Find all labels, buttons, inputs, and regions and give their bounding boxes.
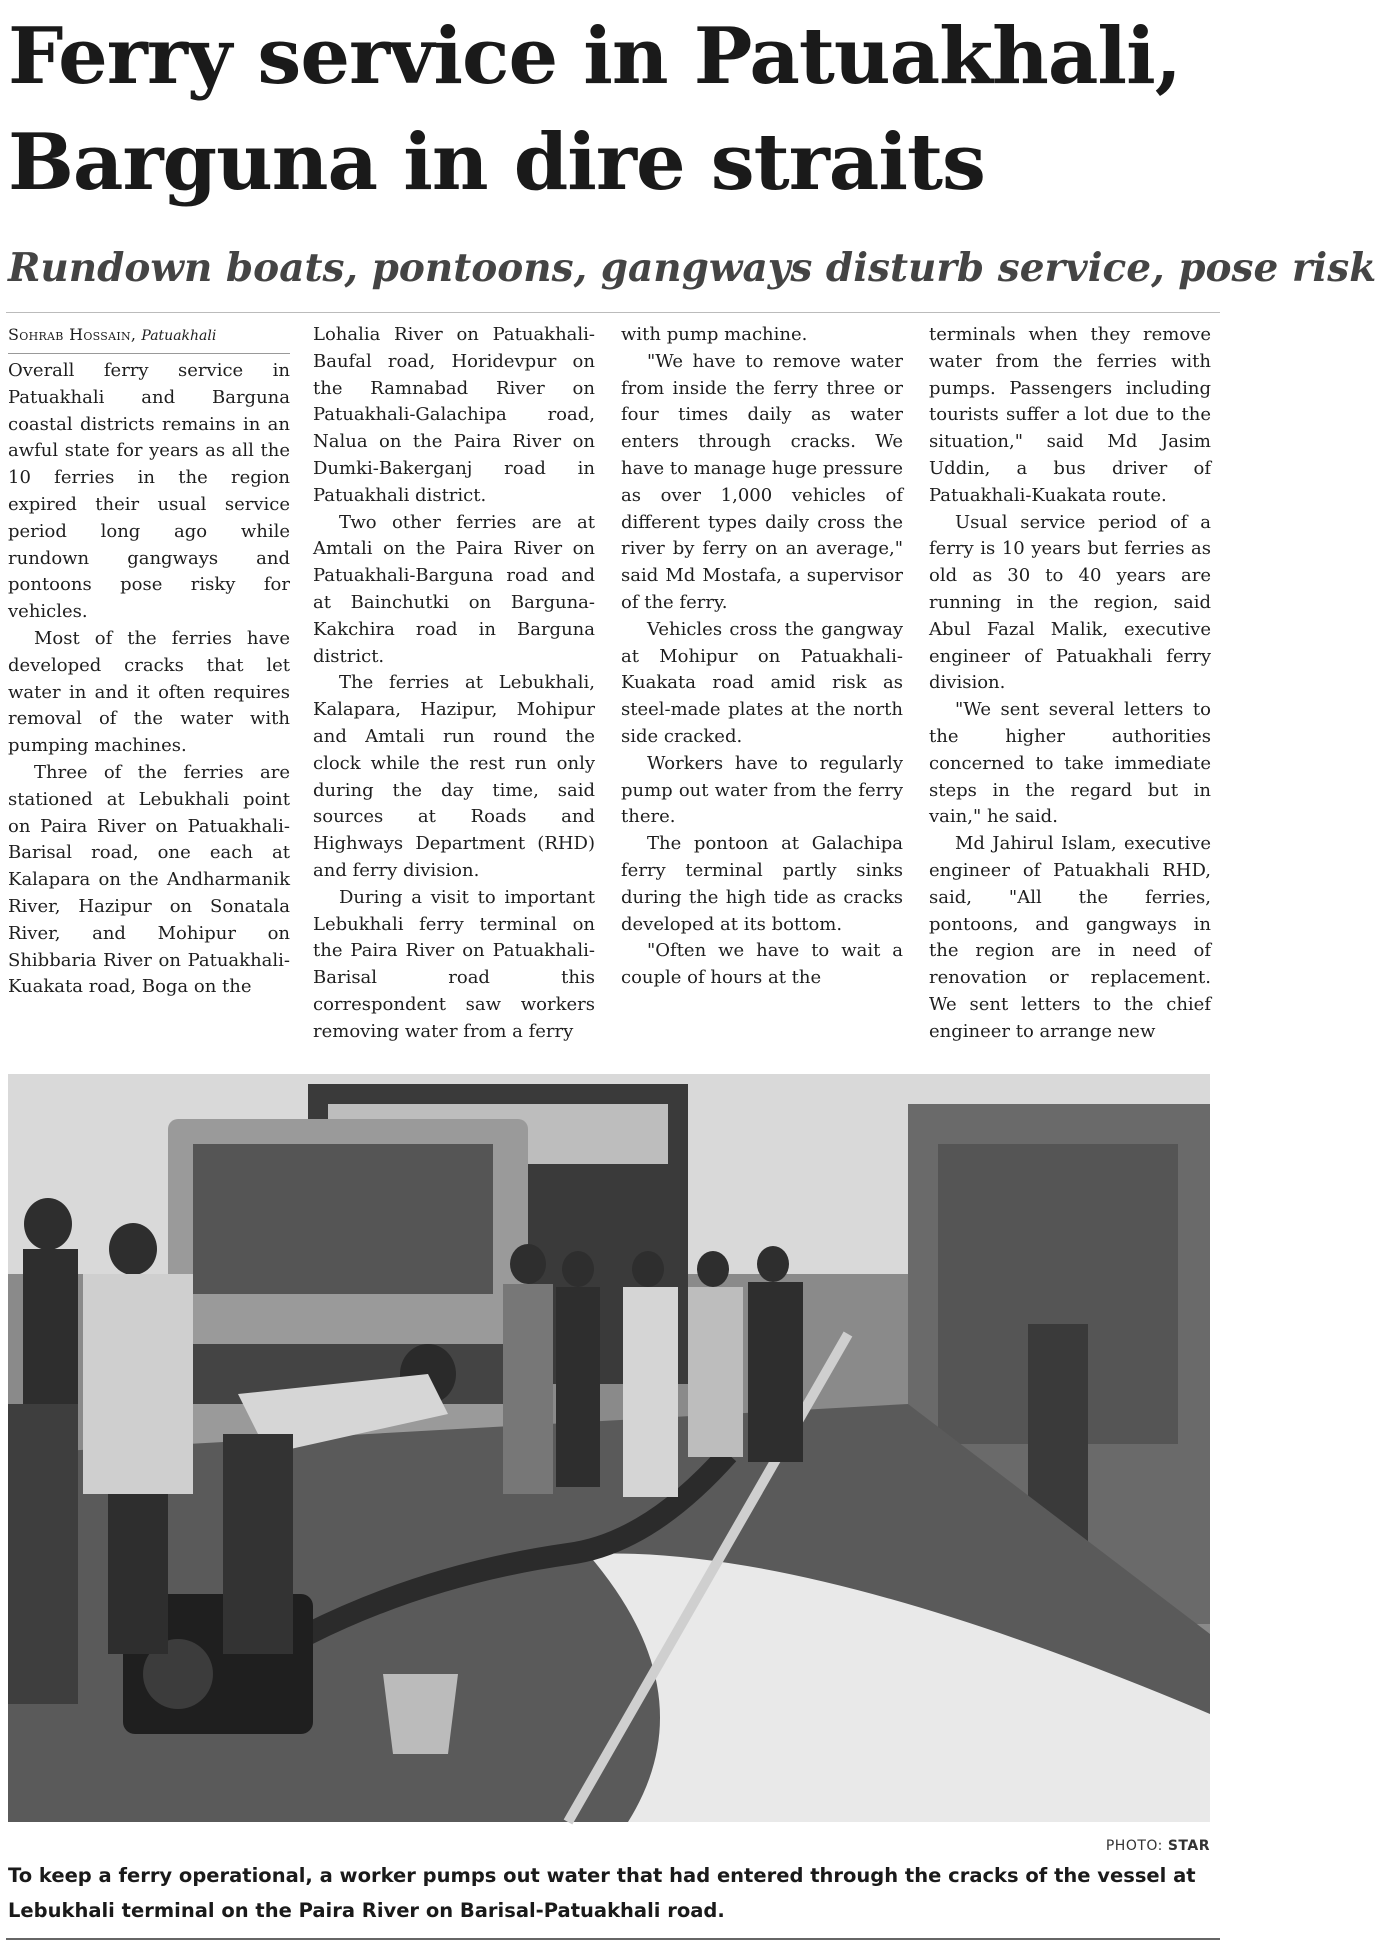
paragraph: Vehicles cross the gangway at Mohipur on Patuakhali-Kuakata road amid risk as steel-made plates at the north side cracked. <box>621 618 903 747</box>
paragraph: "We sent several letters to the higher authorities concerned to take immediate steps in the regard but in vain," he said. <box>929 699 1211 828</box>
paragraph: Three of the ferries are stationed at Lebukhali point on Paira River on Patuakhali-Barisal road, one each at Kalapara on the Andharmanik River, Hazipur on Sonatala River, and Mohipur on Shibbaria River on Patuakhali-Kuakata road, Boga on the <box>8 761 290 998</box>
paragraph: Md Jahirul Islam, executive engineer of Patuakhali RHD, said, "All the ferries, pontoons, and gangways in the region are in need of renovation or replacement. We sent letters to the chief engineer to arrange new <box>929 833 1211 1042</box>
article-column-3 <box>621 322 903 1050</box>
article-column-2 <box>313 322 595 1050</box>
paragraph: The ferries at Lebukhali, Kalapara, Hazipur, Mohipur and Amtali run round the clock while the rest run only during the day time, said sources at Roads and Highways Department (RHD) and ferry division. <box>313 672 595 881</box>
paragraph: Usual service period of a ferry is 10 years but ferries as old as 30 to 40 years are running in the region, said Abul Fazal Malik, executive engineer of Patuakhali ferry division. <box>929 511 1211 694</box>
photo-illustration <box>8 1074 1210 1822</box>
bottom-rule <box>6 1938 1220 1940</box>
subheadline: Rundown boats, pontoons, gangways disturb service, pose risk <box>8 245 1376 291</box>
paragraph: Overall ferry service in Patuakhali and Barguna coastal districts remains in an awful state for years as all the 10 ferries in the region expired their usual service period long ago while rundown gangways and pontoons pose risky for vehicles. <box>8 360 290 623</box>
photo-credit-label: PHOTO: <box>1105 1838 1163 1854</box>
subheadline-rule <box>6 312 1220 313</box>
photo-credit <box>1106 1838 1210 1854</box>
article-column-1 <box>8 322 290 1050</box>
byline-place: Patuakhali <box>141 328 217 344</box>
byline <box>8 322 290 354</box>
paragraph: Workers have to regularly pump out water from the ferry there. <box>621 752 903 828</box>
paragraph: The pontoon at Galachipa ferry terminal partly sinks during the high tide as cracks developed at its bottom. <box>621 833 903 935</box>
paragraph: Lohalia River on Patuakhali-Baufal road, Horidevpur on the Ramnabad River on Patuakhali-Galachipa road, Nalua on the Paira River on Dumki-Bakerganj road in Patuakhali district. <box>313 324 595 506</box>
photo-credit-source: STAR <box>1167 1838 1210 1854</box>
paragraph: "Often we have to wait a couple of hours at the <box>621 940 903 989</box>
paragraph: "We have to remove water from inside the ferry three or four times daily as water enters through cracks. We have to manage huge pressure as over 1,000 vehicles of different types daily cross the river by ferry on an average," said Md Mostafa, a supervisor of the ferry. <box>621 350 903 613</box>
article-column-4 <box>929 322 1211 1050</box>
paragraph: During a visit to important Lebukhali ferry terminal on the Paira River on Patuakhali-Barisal road this correspondent saw workers removing water from a ferry <box>313 886 595 1042</box>
paragraph: Two other ferries are at Amtali on the Paira River on Patuakhali-Barguna road and at Bainchutki on Barguna-Kakchira road in Barguna district. <box>313 511 595 667</box>
paragraph: Most of the ferries have developed cracks that let water in and it often requires removal of the water with pumping machines. <box>8 627 290 757</box>
photo-caption: To keep a ferry operational, a worker pumps out water that had entered through the cracks of the vessel at Lebukhali terminal on the Paira River on Barisal-Patuakhali road. <box>8 1864 1196 1922</box>
paragraph: terminals when they remove water from the ferries with pumps. Passengers including tourists suffer a lot due to the situation," said Md Jasim Uddin, a bus driver of Patuakhali-Kuakata route. <box>929 324 1211 506</box>
byline-author: Sohrab Hossain, <box>8 325 137 344</box>
headline: Ferry service in Patuakhali, Barguna in dire straits <box>8 11 1181 208</box>
news-photo <box>8 1074 1210 1822</box>
bucket <box>383 1674 458 1754</box>
paragraph: with pump machine. <box>621 324 808 345</box>
